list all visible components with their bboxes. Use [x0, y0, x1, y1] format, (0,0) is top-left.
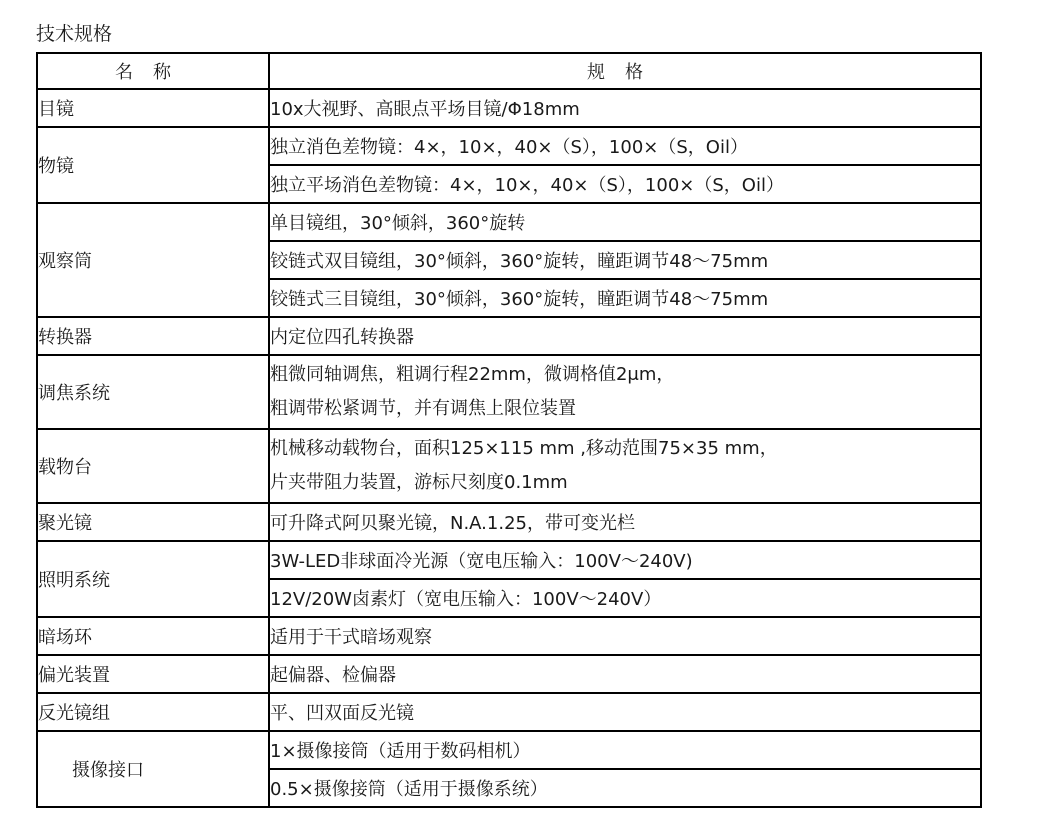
table-row: [37, 693, 981, 731]
header-spec: 规格: [269, 53, 981, 89]
row-spec-tube-2: 铰链式双目镜组，30°倾斜，360°旋转，瞳距调节48～75mm: [269, 241, 981, 279]
row-spec-stage: [269, 429, 981, 503]
row-name-polarizer: 偏光装置: [37, 655, 269, 693]
row-spec-camera-2: 0.5×摄像接筒（适用于摄像系统）: [269, 769, 981, 807]
row-name-mirror: 反光镜组: [37, 693, 269, 731]
row-name-illumination: 照明系统: [37, 541, 269, 617]
table-row: [37, 731, 981, 769]
row-name-tube: 观察筒: [37, 203, 269, 317]
spec-line: 机械移动载物台，面积125×115 mm ,移动范围75×35 mm，: [270, 438, 778, 459]
table-row: [37, 355, 981, 429]
row-name-stage: 载物台: [37, 429, 269, 503]
table-row: [37, 541, 981, 579]
page-title: 技术规格: [36, 23, 113, 45]
table-row: [37, 89, 981, 127]
table-row: [37, 317, 981, 355]
row-name-nosepiece: 转换器: [37, 317, 269, 355]
row-spec-tube-3: 铰链式三目镜组，30°倾斜，360°旋转，瞳距调节48～75mm: [269, 279, 981, 317]
table-row: [37, 617, 981, 655]
row-spec-camera-1: 1×摄像接筒（适用于数码相机）: [269, 731, 981, 769]
row-spec-nosepiece: 内定位四孔转换器: [269, 317, 981, 355]
row-spec-eyepiece: 10x大视野、高眼点平场目镜/Φ18mm: [269, 89, 981, 127]
table-header-row: [37, 53, 981, 89]
table-row: [37, 503, 981, 541]
row-spec-tube-1: 单目镜组，30°倾斜，360°旋转: [269, 203, 981, 241]
row-spec-illumination-1: 3W-LED非球面冷光源（宽电压输入：100V～240V): [269, 541, 981, 579]
row-spec-polarizer: 起偏器、检偏器: [269, 655, 981, 693]
header-name: 名称: [37, 53, 269, 89]
table-row: [37, 429, 981, 503]
spec-line: 粗微同轴调焦，粗调行程22mm，微调格值2μm，: [270, 364, 675, 385]
row-spec-objective-2: 独立平场消色差物镜：4×，10×，40×（S），100×（S，Oil）: [269, 165, 981, 203]
spec-line: 片夹带阻力装置，游标尺刻度0.1mm: [270, 472, 568, 493]
row-name-objective: 物镜: [37, 127, 269, 203]
row-spec-mirror: 平、凹双面反光镜: [269, 693, 981, 731]
row-spec-condenser: 可升降式阿贝聚光镜，N.A.1.25，带可变光栏: [269, 503, 981, 541]
row-spec-illumination-2: 12V/20W卤素灯（宽电压输入：100V～240V）: [269, 579, 981, 617]
row-spec-darkfield: 适用于干式暗场观察: [269, 617, 981, 655]
row-name-eyepiece: 目镜: [37, 89, 269, 127]
spec-table: [36, 52, 982, 808]
table-row: [37, 127, 981, 165]
row-name-focus: 调焦系统: [37, 355, 269, 429]
row-name-darkfield: 暗场环: [37, 617, 269, 655]
table-row: [37, 203, 981, 241]
row-spec-objective-1: 独立消色差物镜：4×，10×，40×（S），100×（S，Oil）: [269, 127, 981, 165]
row-spec-focus: [269, 355, 981, 429]
spec-line: 粗调带松紧调节，并有调焦上限位装置: [270, 398, 576, 419]
table-row: [37, 655, 981, 693]
row-name-condenser: 聚光镜: [37, 503, 269, 541]
row-name-camera: 摄像接口: [37, 731, 269, 807]
